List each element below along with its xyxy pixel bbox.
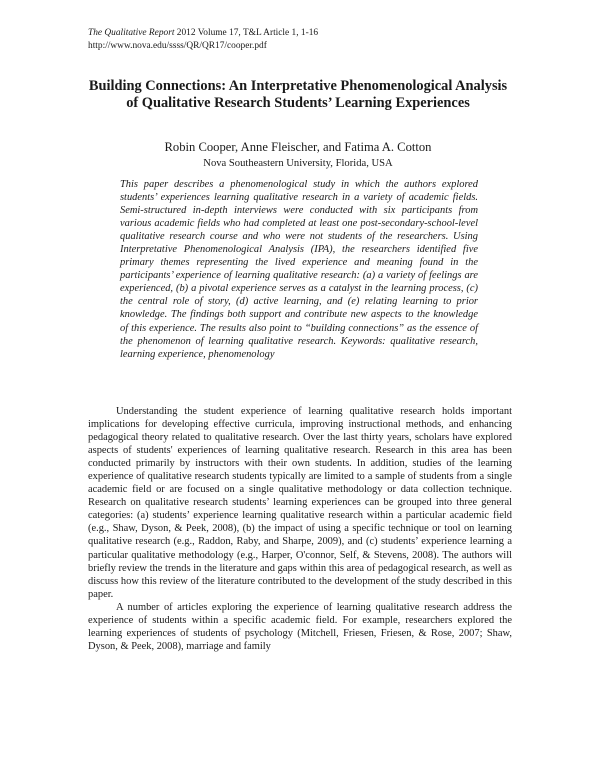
paragraph: A number of articles exploring the experience of learning qualitative research address the experience of students within a specific academic field. For example, researchers explored the learning experiences of students of psychology (Mitchell, Friesen, Friesen, & Rose, 2007; Shaw, Dyson, & Peek, 2008), marriage and family bbox=[88, 601, 512, 652]
affiliation: Nova Southeastern University, Florida, USA bbox=[203, 158, 393, 169]
journal-citation: 2012 Volume 17, T&L Article 1, 1-16 bbox=[174, 28, 319, 38]
article-url[interactable]: http://www.nova.edu/ssss/QR/QR17/cooper.pdf bbox=[88, 41, 267, 51]
running-header bbox=[88, 27, 318, 53]
body-text bbox=[88, 405, 512, 653]
author-list: Robin Cooper, Anne Fleischer, and Fatima A. Cotton bbox=[164, 140, 432, 154]
citation-line bbox=[88, 27, 318, 40]
journal-name: The Qualitative Report bbox=[88, 28, 175, 38]
abstract: This paper describes a phenomenological study in which the authors explored students’ experiences learning qualitative research in a variety of academic fields. Semi-structured in-depth interviews were conducted with six participants from various academic fields who had completed at least one post-secondary-school-level qualitative research course and who were not students of the researchers. Using Interpretative Phenomenological Analysis (IPA), the researchers identified five primary themes representing the lived experience and meaning found in the participants’ experience of learning qualitative research: (a) a variety of feelings are experienced, (b) a pivotal experience serves as a catalyst in the learning process, (c) the central role of story, (d) active learning, and (e) relating learning to prior knowledge. The findings both support and contribute new aspects to the knowledge of this experience. The results also point to “building connections” as the essence of the phenomenon of learning qualitative research. Keywords: qualitative research, learning experience, phenomenology bbox=[120, 179, 478, 360]
paper-title: Building Connections: An Interpretative Phenomenological Analysis of Qualitative Research Students’ Learning Experiences bbox=[88, 78, 508, 111]
paragraph: Understanding the student experience of learning qualitative research holds important implications for developing effective curricula, improving instructional methods, and enhancing pedagogical theory related to qualitative research. Over the last thirty years, scholars have explored aspects of students' experiences of learning qualitative research. Research in this area has been conducted primarily by instructors with their own students. In addition, studies of the learning experience of qualitative research students typically are limited to a sample of students from a single academic field or are focused on a single qualitative methodology or data collection technique. Research on qualitative research students’ learning experiences can be grouped into three general categories: (a) students’ experience learning qualitative research within a particular academic field (e.g., Shaw, Dyson, & Peek, 2008), (b) the impact of using a specific technique or tool on learning qualitative research (e.g., Raddon, Raby, and Sharpe, 2009), and (c) students’ experience learning a particular qualitative methodology (e.g., Harper, O'connor, Self, & Stevens, 2008). The authors will briefly review the trends in the literature and gaps within this area of pedagogical research, as well as discuss how this review of the literature contributed to the development of the study described in this paper. bbox=[88, 406, 512, 600]
